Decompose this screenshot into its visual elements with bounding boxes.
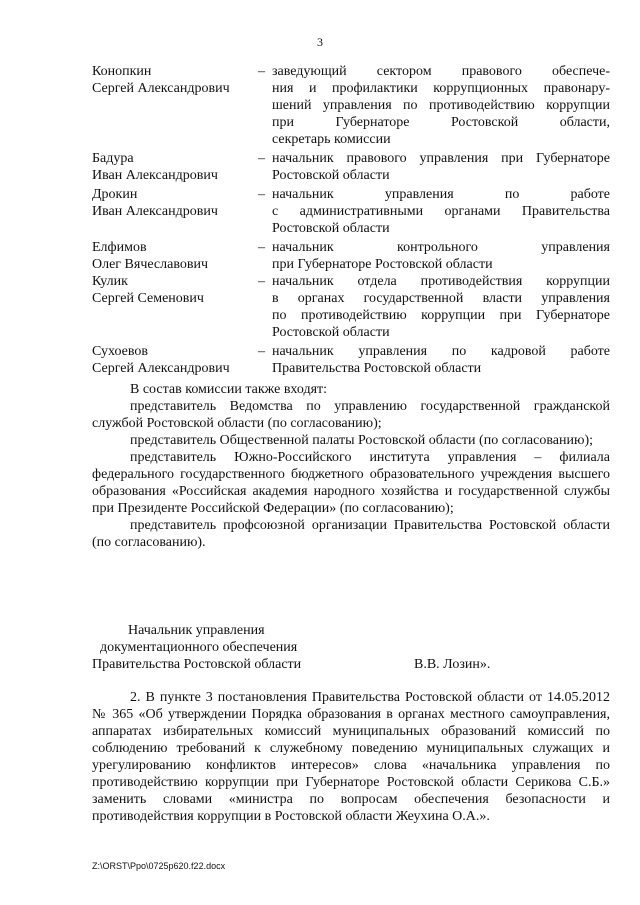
member-entry — [92, 186, 610, 237]
member-entry — [92, 150, 610, 184]
member-entry — [92, 343, 610, 377]
signature-title-line: Начальник управления — [128, 623, 265, 638]
member-name: Кулик Сергей Семенович — [92, 274, 204, 306]
member-role: заведующий сектором правового обеспече- ния и профилактики коррупционных правонару- шений управления по противодействию коррупции при Губернаторе Ростовской области, секретарь комиссии — [272, 64, 610, 147]
commission-also-includes — [92, 381, 610, 551]
member-entry — [92, 273, 610, 341]
member-name: Бадура Иван Александрович — [92, 151, 218, 183]
also-intro: В состав комиссии также входят: — [130, 382, 328, 397]
member-name: Елфимов Олег Вячеславович — [92, 240, 209, 272]
member-role: начальник правового управления при Губернаторе Ростовской области — [272, 151, 610, 183]
page-number: 3 — [317, 35, 323, 49]
also-item: представитель Общественной палаты Ростовской области (по согласованию); — [130, 433, 593, 448]
member-dash: – — [258, 151, 265, 166]
member-dash: – — [258, 64, 265, 79]
member-role: начальник управления по работе с административными органами Правительства Ростовской области — [272, 187, 610, 236]
member-name: Дрокин Иван Александрович — [92, 187, 218, 219]
signature-title-line: документационного обеспечения — [100, 640, 298, 655]
also-item: представитель профсоюзной организации Правительства Ростовской области (по согласованию). — [92, 518, 610, 550]
member-role: начальник отдела противодействия коррупции в органах государственной власти управления по противодействию коррупции при Губернаторе Ростовской области — [272, 274, 610, 340]
member-dash: – — [258, 274, 265, 289]
also-item: представитель Южно-Российского института управления – филиала федерального государственного бюджетного образовательного учреждения высшего образования «Российская академия народного хозяйства и государственной службы при Президенте Российской Федерации» (по согласованию); — [92, 450, 610, 516]
member-dash: – — [258, 240, 265, 255]
signature-title-line: Правительства Ростовской области В.В. Лозин». — [92, 657, 491, 672]
paragraph-2: 2. В пункте 3 постановления Правительства Ростовской области от 14.05.2012 № 365 «Об утверждении Порядка образования в органах местного самоуправления, аппаратах избирательных комиссий муниципальных образований комиссий по соблюдению требований к служебному поведению муниципальных служащих и урегулированию конфликтов интересов» слова «начальника управления по противодействию коррупции при Губернаторе Ростовской области Серикова С.Б.» заменить словами «министра по вопросам обеспечения безопасности и противодействия коррупции в Ростовской области Жеухина О.А.». — [92, 690, 610, 824]
member-role: начальник управления по кадровой работе Правительства Ростовской области — [272, 344, 610, 376]
file-path-footer: Z:\ORST\Ppo\0725p620.f22.docx — [92, 861, 226, 871]
member-entry — [92, 239, 610, 273]
signatory-name: В.В. Лозин». — [414, 657, 491, 672]
commission-members-list — [92, 63, 610, 377]
also-item: представитель Ведомства по управлению государственной гражданской службой Ростовской области (по согласованию); — [92, 399, 610, 431]
member-name: Конопкин Сергей Александрович — [92, 64, 230, 96]
member-entry — [92, 63, 610, 148]
member-dash: – — [258, 344, 265, 359]
signature-block — [92, 622, 610, 673]
member-dash: – — [258, 187, 265, 202]
member-name: Сухоевов Сергей Александрович — [92, 344, 230, 376]
member-role: начальник контрольного управления при Губернаторе Ростовской области — [272, 240, 610, 272]
